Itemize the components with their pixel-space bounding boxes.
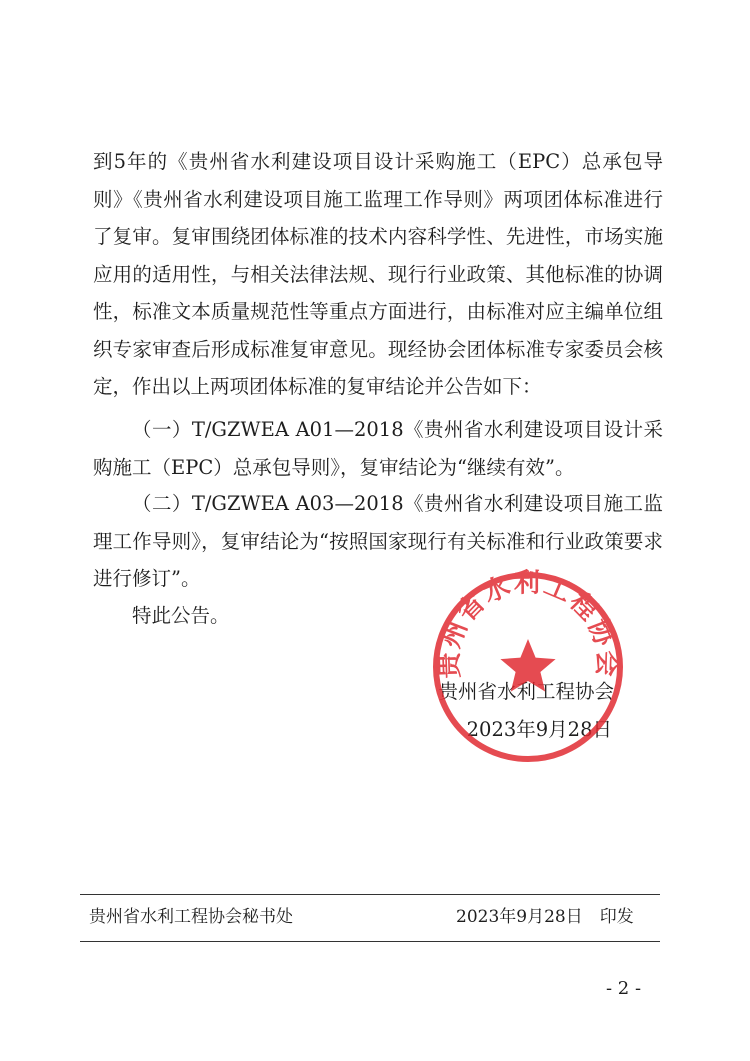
signature-organization: 贵州省水利工程协会 (438, 680, 614, 703)
review-item-1 (93, 411, 663, 486)
review-item-1-text: （一）T/GZWEA A01—2018《贵州省水利建设项目设计采购施工（EPC）总承包导则》，复审结论为“继续有效”。 (93, 418, 663, 479)
intro-text: 到5年的《贵州省水利建设项目设计采购施工（EPC）总承包导则》《贵州省水利建设项目施工监理工作导则》两项团体标准进行了复审。复审围绕团体标准的技术内容科学性、先进性，市场实施应用的适用性，与相关法律法规、现行行业政策、其他标准的协调性，标准文本质量规范性等重点方面进行，由标准对应主编单位组织专家审查后形成标准复审意见。现经协会团体标准专家委员会核定，作出以上两项团体标准的复审结论并公告如下： (93, 150, 663, 398)
official-seal (428, 567, 628, 767)
intro-paragraph (93, 143, 663, 406)
signature-date: 2023年9月28日 (466, 718, 612, 741)
footer-issue-date: 2023年9月28日 印发 (456, 907, 634, 927)
closing-text: 特此公告。 (132, 604, 230, 627)
review-item-2-text: （二）T/GZWEA A03—2018《贵州省水利建设项目施工监理工作导则》，复审结论为“按照国家现行有关标准和行业政策要求进行修订”。 (93, 492, 663, 590)
footer-issuer: 贵州省水利工程协会秘书处 (89, 907, 293, 927)
seal-star (500, 639, 555, 692)
seal-text-path: 贵州省水利工程协会 (434, 568, 622, 679)
footer-bottom-rule (80, 941, 660, 942)
page-number: - 2 - (606, 978, 642, 999)
footer-top-rule (80, 894, 660, 895)
